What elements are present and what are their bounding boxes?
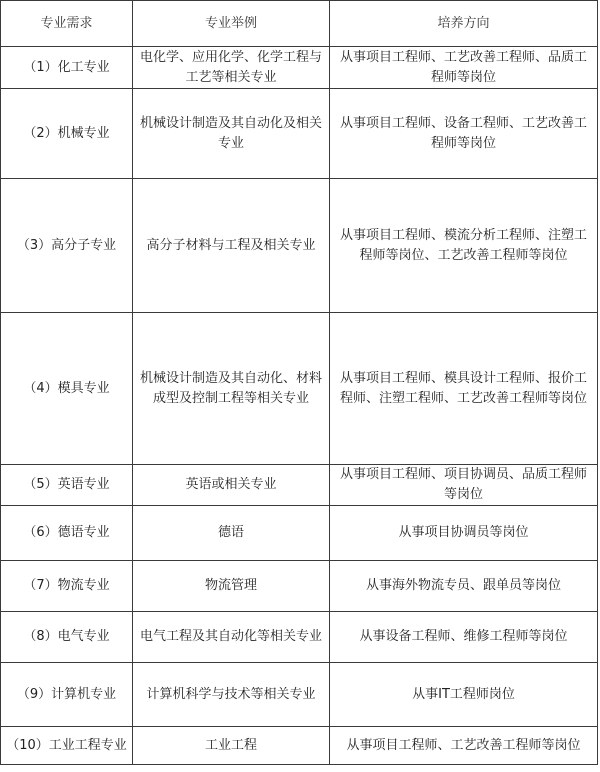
- direction-cell: 从事项目工程师、设备工程师、工艺改善工程师等岗位: [330, 89, 598, 179]
- example-cell: 电气工程及其自动化等相关专业: [133, 612, 330, 663]
- example-cell: 机械设计制造及其自动化及相关专业: [133, 89, 330, 179]
- example-cell: 机械设计制造及其自动化、材料成型及控制工程等相关专业: [133, 313, 330, 465]
- major-cell: （2）机械专业: [1, 89, 133, 179]
- example-cell: 英语或相关专业: [133, 465, 330, 506]
- table-row: [1, 179, 598, 313]
- example-cell: 物流管理: [133, 561, 330, 612]
- major-cell: （8）电气专业: [1, 612, 133, 663]
- table-row: [1, 727, 598, 765]
- table-row: [1, 663, 598, 727]
- direction-cell: 从事项目工程师、项目协调员、品质工程师等岗位: [330, 465, 598, 506]
- table-row: [1, 89, 598, 179]
- direction-cell: 从事项目工程师、模具设计工程师、报价工程师、注塑工程师、工艺改善工程师等岗位: [330, 313, 598, 465]
- table-row: [1, 313, 598, 465]
- major-cell: （1）化工专业: [1, 47, 133, 89]
- table-row: [1, 47, 598, 89]
- header-direction: 培养方向: [330, 1, 598, 47]
- major-cell: （6）德语专业: [1, 506, 133, 561]
- major-cell: （7）物流专业: [1, 561, 133, 612]
- major-cell: （3）高分子专业: [1, 179, 133, 313]
- major-cell: （10）工业工程专业: [1, 727, 133, 765]
- example-cell: 电化学、应用化学、化学工程与工艺等相关专业: [133, 47, 330, 89]
- header-row: [1, 1, 598, 47]
- direction-cell: 从事项目工程师、工艺改善工程师等岗位: [330, 727, 598, 765]
- table-row: [1, 465, 598, 506]
- header-major: 专业需求: [1, 1, 133, 47]
- direction-cell: 从事海外物流专员、跟单员等岗位: [330, 561, 598, 612]
- example-cell: 工业工程: [133, 727, 330, 765]
- direction-cell: 从事IT工程师岗位: [330, 663, 598, 727]
- major-cell: （9）计算机专业: [1, 663, 133, 727]
- direction-cell: 从事项目协调员等岗位: [330, 506, 598, 561]
- major-cell: （4）模具专业: [1, 313, 133, 465]
- direction-cell: 从事设备工程师、维修工程师等岗位: [330, 612, 598, 663]
- header-example: 专业举例: [133, 1, 330, 47]
- table-row: [1, 506, 598, 561]
- direction-cell: 从事项目工程师、模流分析工程师、注塑工程师等岗位、工艺改善工程师等岗位: [330, 179, 598, 313]
- major-cell: （5）英语专业: [1, 465, 133, 506]
- example-cell: 高分子材料与工程及相关专业: [133, 179, 330, 313]
- table-row: [1, 561, 598, 612]
- example-cell: 计算机科学与技术等相关专业: [133, 663, 330, 727]
- table-row: [1, 612, 598, 663]
- direction-cell: 从事项目工程师、工艺改善工程师、品质工程师等岗位: [330, 47, 598, 89]
- example-cell: 德语: [133, 506, 330, 561]
